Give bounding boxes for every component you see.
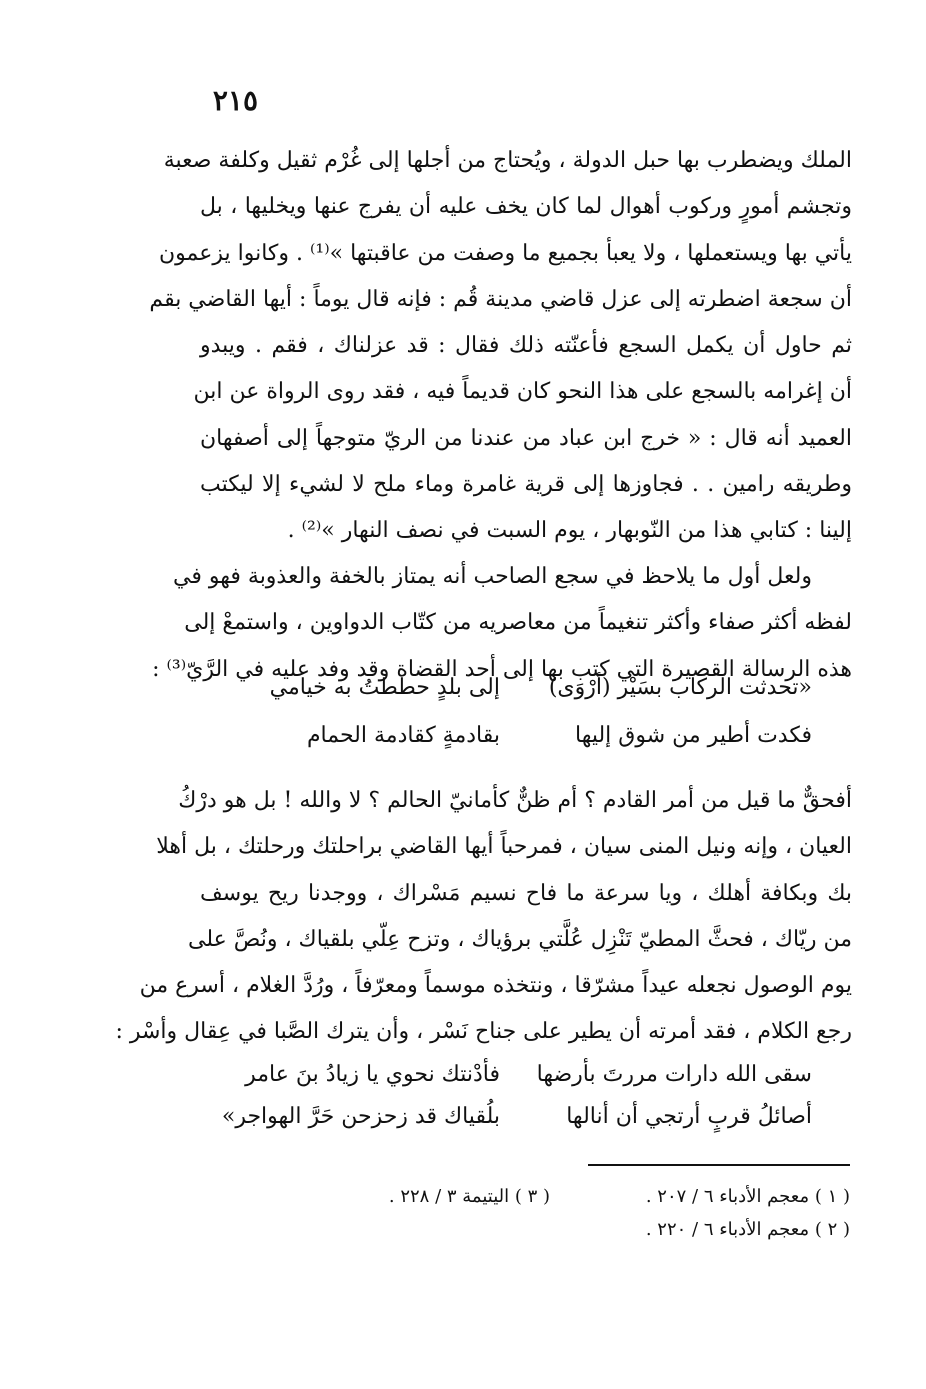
text-line: هذه الرسالة القصيرة التي كتب بها إلى أحد القضاة وقد وفد عليه في الرَّيّ⁽³⁾ :: [152, 656, 852, 682]
text-line: وتجشم أمورٍ وركوب أهوال لما كان يخف عليه أن يفرج عنها ويخليها ، بل: [200, 194, 852, 220]
text-line: يوم الوصول نجعله عيداً مشرّقا ، ونتخذه موسماً ومعرّفاً ، ورُدَّ الغلام ، أسرع من: [139, 973, 852, 999]
footnote-entry: ( ١ ) معجم الأدباء ٦ / ٢٠٧ .: [645, 1186, 850, 1207]
text-line: لفظه أكثر صفاء وأكثر تنغيماً من معاصريه من كتّاب الدواوين ، واستمعْ إلى: [184, 610, 852, 636]
text-line: يأتي بها ويستعملها ، ولا يعبأ بجميع ما وصفت من عاقبتها »⁽¹⁾ . وكانوا يزعمون: [158, 240, 852, 266]
paragraph-three: [115, 778, 852, 1056]
verse-hemistich-first: أصائلُ قربٍ أرتجي أن أنالها: [566, 1104, 812, 1129]
text-line: ثم حاول أن يكمل السجع فأعنّته ذلك فقال : قد عزلناك ، فقم . ويبدو: [200, 333, 852, 359]
verse-row: [200, 1096, 852, 1138]
verse-row: [200, 712, 852, 760]
text-line: وطريقه رامين . . فجاوزها إلى قرية غامرة وماء ملح لا لشيء إلا ليكتب: [200, 472, 852, 498]
verse-hemistich-first: فكدت أطير من شوق إليها: [575, 723, 812, 748]
text-line: الملك ويضطرب بها حبل الدولة ، ويُحتاج من أجلها إلى غُرْم ثقيل وكلفة صعبة: [163, 148, 852, 173]
verse-hemistich-first: «تحدثت الركاب بسَيْر (أرْوَى): [548, 675, 812, 700]
footnote-row: [250, 1213, 850, 1246]
text-line: ولعل أول ما يلاحظ في سجع الصاحب أنه يمتاز بالخفة والعذوبة فهو في: [173, 564, 812, 589]
text-line: العميد أنه قال : « خرج ابن عباد من عندنا من الريّ متوجهاً إلى أصفهان: [200, 425, 852, 451]
verse-row: [200, 664, 852, 712]
paragraph-one: [149, 138, 852, 555]
footnote-entry: ( ٣ ) اليتيمة ٣ / ٢٢٨ .: [388, 1186, 550, 1207]
text-line: رجع الكلام ، فقد أمرته أن يطير على جناح نَسْر ، وأن يترك الصَّبا في عِقال وأسْر :: [115, 1019, 852, 1045]
verse-one: [200, 664, 852, 760]
verse-hemistich-first: سقى الله دارات مررتَ بأرضها: [536, 1062, 812, 1087]
verse-row: [200, 1054, 852, 1096]
footnote-divider: [588, 1164, 850, 1166]
verse-hemistich-second: إلى بلدٍ حططتُ به خيامي: [269, 675, 500, 700]
verse-two: [200, 1054, 852, 1138]
text-line: أن سجعة اضطرته إلى عزل قاضي مدينة قُم : فإنه قال يوماً : أيها القاضي بقم: [149, 286, 852, 312]
page-number: ٢١٥: [212, 84, 258, 117]
text-line: العيان ، وإنه ونيل المنى سيان ، فمرحباً أيها القاضي براحلتك ورحلتك ، بل أهلا: [156, 834, 852, 860]
text-line: من ريّاك ، فحثَّ المطيّ تَنْزِل عُلَّتي برؤياك ، وتزح عِلّي بلقياك ، ونُصَّ على: [188, 926, 852, 952]
verse-hemistich-second: بقادمةٍ كقادمة الحمام: [306, 723, 500, 748]
text-line: أفحقٌّ ما قيل من أمر القادم ؟ أم ظنٌّ كأمانيّ الحالم ؟ لا والله ! بل هو درْكُ: [178, 788, 852, 813]
footnote-entry: ( ٢ ) معجم الأدباء ٦ / ٢٢٠ .: [645, 1219, 850, 1240]
footnote-row: [250, 1180, 850, 1213]
text-line: بك وبكافة أهلك ، ويا سرعة ما فاح نسيم مَسْراك ، ووجدنا ريح يوسف: [200, 880, 852, 906]
text-line: أن إغرامه بالسجع على هذا النحو كان قديماً فيه ، فقد روى الرواة عن ابن: [193, 379, 852, 405]
verse-hemistich-second: فأدْنتك نحوي يا زيادُ بنَ عامر: [245, 1062, 500, 1087]
text-line: إلينا : كتابي هذا من النّوبهار ، يوم السبت في نصف النهار »⁽²⁾ .: [287, 518, 852, 544]
verse-hemistich-second: بلُقياك قد زحزحن حَرَّ الهواجر»: [221, 1104, 500, 1129]
footnote-entry: [250, 1213, 550, 1246]
footnotes: [250, 1180, 850, 1246]
